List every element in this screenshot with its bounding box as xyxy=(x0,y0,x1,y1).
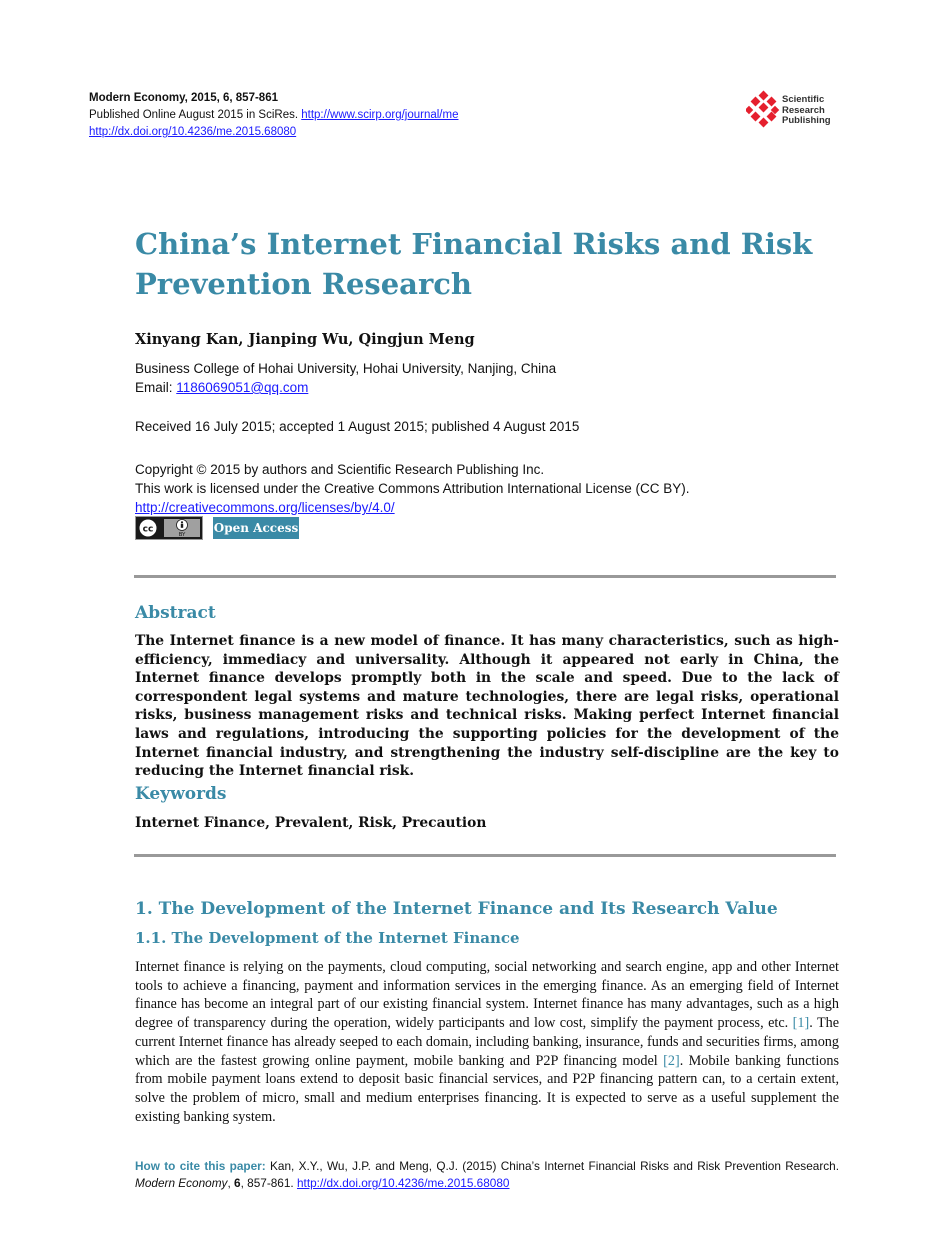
open-access-badge[interactable]: Open Access xyxy=(213,517,299,539)
logo-wordmark xyxy=(782,95,831,127)
paragraph-part-3: . Mobile banking functions from mobile payment loans extend to deposit basic financial services, and P2P financing pattern can, to a certain extent, solve the problem of micro, small and medium enterprises financing. It is expected to serve as a useful supplement the existing banking system. xyxy=(135,1052,839,1125)
keywords-text: Internet Finance, Prevalent, Risk, Precaution xyxy=(135,815,487,831)
cite-separator: , xyxy=(227,1176,235,1190)
logo-line-2: Research xyxy=(782,104,825,116)
copyright-line: Copyright © 2015 by authors and Scientific Research Publishing Inc. xyxy=(135,462,545,477)
cite-doi-link[interactable]: http://dx.doi.org/10.4236/me.2015.68080 xyxy=(296,1176,510,1190)
journal-header xyxy=(89,90,458,141)
email-line xyxy=(135,378,556,397)
journal-citation-line: Modern Economy, 2015, 6, 857-861 xyxy=(89,92,278,104)
divider-top xyxy=(134,575,836,578)
paragraph-part-1: Internet finance is relying on the payments, cloud computing, social networking and search engine, app and other Internet tools to achieve a financing, payment and information services in the emerging finance. As an emerging field of Internet finance has become an integral part of our existing financial system. Internet finance has many advantages, such as a high degree of transparency during the operation, widely participants and low cost, simplify the payment process, etc. xyxy=(135,959,839,1032)
cc-by-icon xyxy=(136,517,202,539)
cite-pages: , 857-861. xyxy=(240,1176,297,1190)
paper-title xyxy=(135,224,835,304)
doi-link[interactable]: http://dx.doi.org/10.4236/me.2015.68080 xyxy=(89,126,297,138)
published-line xyxy=(89,107,458,124)
affiliation: Business College of Hohai University, Hohai University, Nanjing, China xyxy=(135,361,557,376)
by-badge-text: BY xyxy=(178,532,186,538)
affiliation-block xyxy=(135,359,556,397)
how-to-cite xyxy=(135,1158,839,1192)
cc-by-badge[interactable] xyxy=(135,516,203,540)
license-url-line xyxy=(135,498,690,517)
logo-line-1: Scientific xyxy=(782,94,825,105)
license-link[interactable]: http://creativecommons.org/licenses/by/4.0/ xyxy=(135,500,395,515)
title-line-2: Prevention Research xyxy=(135,267,472,301)
divider-bottom xyxy=(134,854,836,857)
publication-dates: Received 16 July 2015; accepted 1 August 2015; published 4 August 2015 xyxy=(135,419,580,434)
cite-volume: 6 xyxy=(234,1176,241,1190)
cite-journal: Modern Economy xyxy=(135,1176,228,1190)
section-1-heading: 1. The Development of the Internet Finance and Its Research Value xyxy=(135,899,778,919)
published-prefix: Published Online August 2015 in SciRes. xyxy=(89,109,302,121)
keywords-heading: Keywords xyxy=(135,784,227,804)
cite-authors-title: Kan, X.Y., Wu, J.P. and Meng, Q.J. (2015) China’s Internet Financial Risks and Risk Prevention Research. xyxy=(265,1159,839,1173)
abstract-text: The Internet finance is a new model of finance. It has many characteristics, such as high-efficiency, immediacy and universality. Although it appeared not early in China, the Internet finance develops promptly both in the scale and speed. Due to the lack of correspondent legal systems and mature technologies, there are legal risks, operational risks, business management risks and technical risks. Making perfect Internet financial laws and regulations, introducing the supporting policies for the development of the Internet financial industry, and strengthening the industry self-discipline are the key to reducing the Internet financial risk. xyxy=(135,633,839,780)
reference-link-1[interactable]: [1] xyxy=(792,1015,810,1032)
paragraph-part-2: . The current Internet finance has already seeped to each domain, including banking, insurance, funds and securities firms, among which are the fastest growing online payment, mobile banking and P2P financing model xyxy=(135,1015,839,1069)
doi-line xyxy=(89,124,458,141)
logo-line-3: Publishing xyxy=(782,115,831,126)
journal-url-link[interactable]: http://www.scirp.org/journal/me xyxy=(301,109,459,121)
cc-badge-text: cc xyxy=(142,524,154,535)
license-line: This work is licensed under the Creative Commons Attribution International License (CC BY). xyxy=(135,481,690,496)
authors: Xinyang Kan, Jianping Wu, Qingjun Meng xyxy=(135,331,475,348)
copyright-block xyxy=(135,460,690,517)
title-line-1: China’s Internet Financial Risks and Risk xyxy=(135,227,813,261)
section-1-1-paragraph xyxy=(135,958,839,1126)
email-link[interactable]: 1186069051@qq.com xyxy=(176,380,309,395)
cite-label: How to cite this paper: xyxy=(135,1159,266,1173)
section-1-1-heading: 1.1. The Development of the Internet Finance xyxy=(135,929,520,947)
reference-link-2[interactable]: [2] xyxy=(663,1052,680,1069)
email-label: Email: xyxy=(135,380,177,395)
abstract-heading: Abstract xyxy=(135,603,216,623)
